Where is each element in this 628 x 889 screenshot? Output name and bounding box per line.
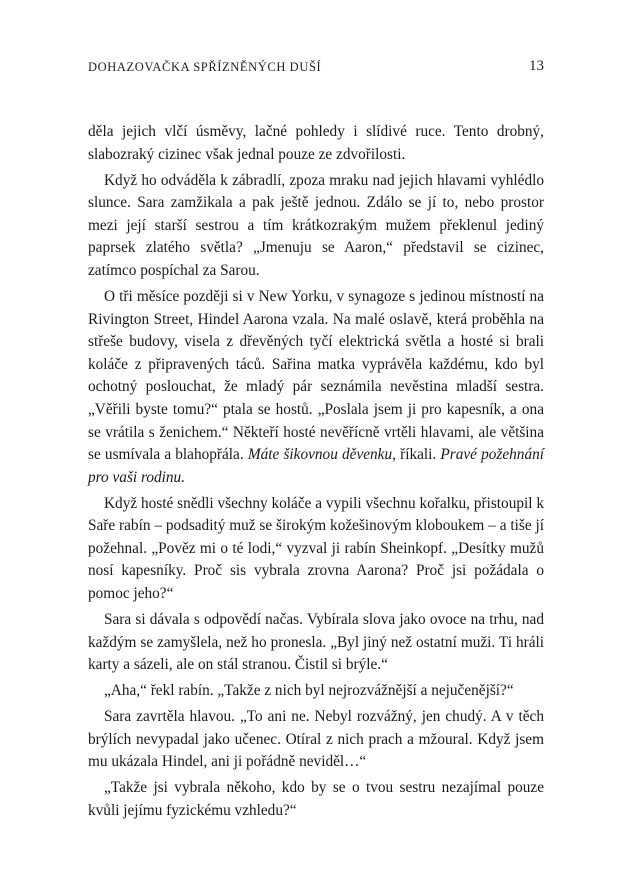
paragraph-text: O tři měsíce později si v New Yorku, v synagoze s jedinou místností na Rivington Street, Hindel Aarona vzala. Na malé oslavě, která proběhla na střeše budovy, visela z dřevěných tyčí elektrická světla a hosté si brali koláče z připravených táců. Sařina matka vyprávěla každému, kdo byl ochotný poslouchat, že mladý pár seznámila nevěstina mladší sestra. „Věřili byste tomu?“ ptala se hostů. „Poslala jsem ji pro kapesník, a ona se vrátila s ženichem.“ Někteří hosté nevěřícně vrtěli hlavami, ale většina se usmívala a blahopřála. <box>88 287 544 464</box>
paragraph <box>88 286 544 489</box>
paragraph: Sara zavrtěla hlavou. „To ani ne. Nebyl rozvážný, jen chudý. A v těch brýlích nevypadal jako učenec. Otíral z nich prach a mžoural. Když jsem mu ukázala Hindel, ani ji pořádně neviděl…“ <box>88 708 544 771</box>
paragraph: „Aha,“ řekl rabín. „Takže z nich byl nejrozvážnější a nejučenější?“ <box>104 682 514 700</box>
page-number: 13 <box>529 58 544 74</box>
italic-phrase: Máte šikovnou děvenku <box>247 446 393 464</box>
paragraph-text: , říkali. <box>392 446 441 464</box>
page-header <box>88 58 544 80</box>
body-text <box>88 121 544 826</box>
running-title: DOHAZOVAČKA SPŘÍZNĚNÝCH DUŠÍ <box>88 60 322 74</box>
italic-phrase: Pravé požehnání pro vaši rodinu. <box>88 446 545 486</box>
paragraph: „Takže jsi vybrala někoho, kdo by se o tvou sestru nezajímal pouze kvůli jejímu fyzickému vzhledu?“ <box>88 779 544 819</box>
paragraph: děla jejich vlčí úsměvy, lačné pohledy i slídivé ruce. Tento drobný, slabozraký cizinec však jednal pouze ze zdvořilosti. <box>88 123 544 163</box>
paragraph: Když ho odváděla k zábradlí, zpoza mraku nad jejich hlavami vyhlédlo slunce. Sara zamžikala a pak ještě jednou. Zdálo se jí to, nebo prostor mezi její starší sestrou a tím krátkozrakým mužem překlenul jediný paprsek zlatého světla? „Jmenuju se Aaron,“ představil se cizinec, zatímco pospíchal za Sarou. <box>88 171 544 279</box>
paragraph: Sara si dávala s odpovědí načas. Vybírala slova jako ovoce na trhu, nad každým se zamyšlela, než ho pronesla. „Byl jiný než ostatní muži. Ti hráli karty a sázeli, ale on stál stranou. Čistil si brýle.“ <box>88 611 544 674</box>
paragraph: Když hosté snědli všechny koláče a vypili všechnu kořalku, přistoupil k Saře rabín – podsaditý muž se širokým kožešinovým kloboukem – a tiše jí požehnal. „Pověz mi o té lodi,“ vyzval ji rabín Sheinkopf. „Desítky mužů nosí kapesníky. Proč sis vybrala zrovna Aarona? Proč jsi požádala o pomoc jeho?“ <box>88 494 544 603</box>
